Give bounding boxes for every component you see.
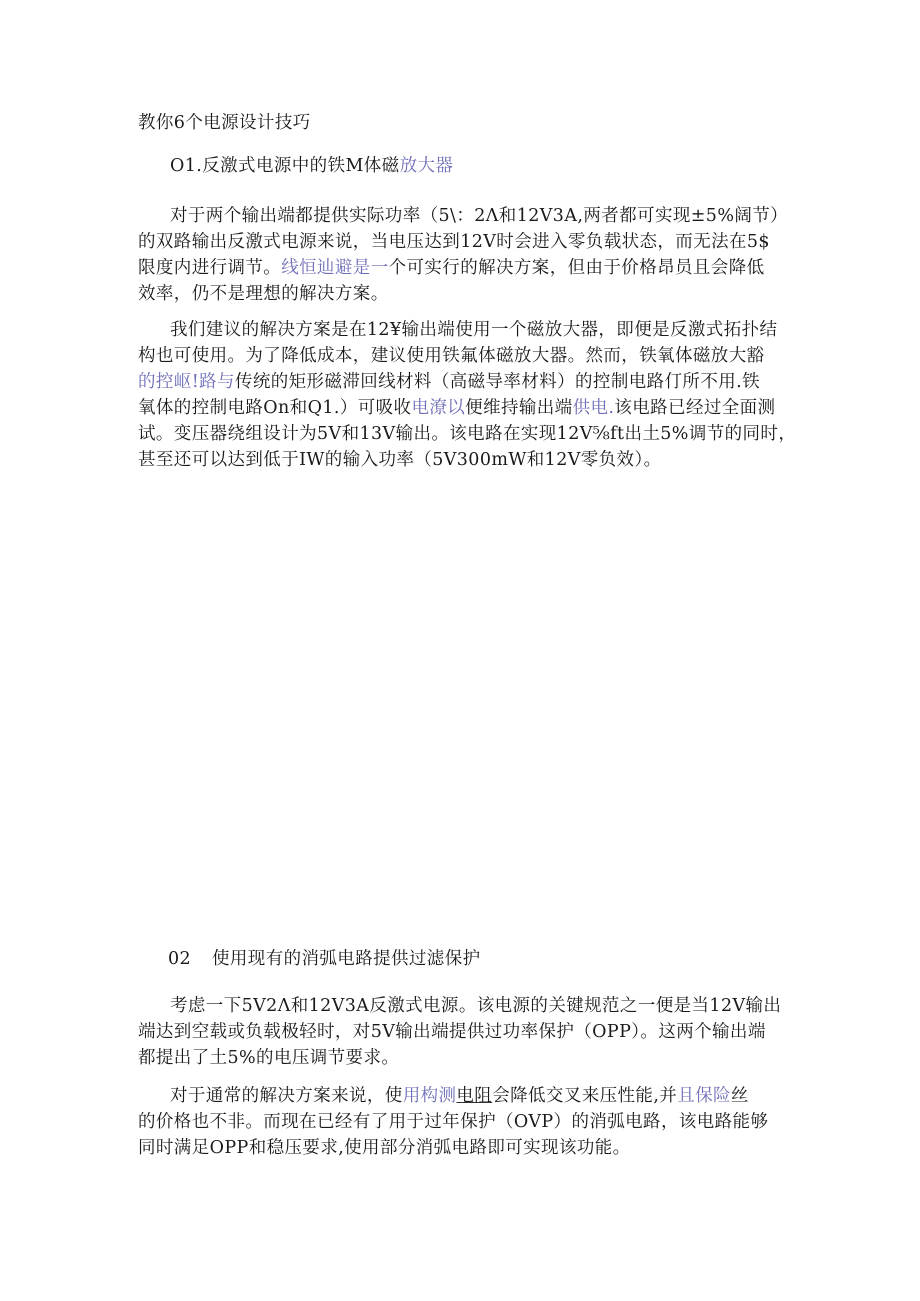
s1-p2-line-4 — [138, 395, 775, 421]
s1-p2-line-1: 我们建议的解决方案是在12¥输出端使用一个磁放大器，即便是反激式拓扑结 — [170, 320, 778, 340]
linear-regulator-link[interactable]: 线恒辿避是一 — [281, 258, 389, 278]
section-2-heading — [168, 946, 481, 972]
control-circuit-link[interactable]: 的控岖!路与 — [138, 372, 235, 392]
s2-p1-line-2: 端达到空载或负载极轻时，对5V输出端提供过功率保护（OPP）。这两个输出端 — [138, 1022, 766, 1042]
s1-p1-line-2: 的双路输出反激式电源来说，当电压达到12V时会进入零负载状态，而无法在5$ — [138, 232, 770, 252]
sense-link[interactable]: 用构测 — [402, 1086, 457, 1106]
s1-p2-line-3-rest: 传统的矩形磁滞回线材料（高磁导率材料）的控制电路仃所不用.铁 — [234, 372, 760, 392]
s1-p2-line-3 — [138, 369, 760, 395]
section-1-heading — [170, 153, 453, 179]
s1-p1-line-4: 效率，仍不是理想的解决方案。 — [138, 284, 389, 304]
s2-p2-line-3: 同时满足OPP和稳压要求,使用部分消弧电路即可实现该功能。 — [138, 1138, 631, 1158]
s2-p2-line-2: 的价格也不非。而现在已经有了用于过年保护（OVP）的消弧电路，该电路能够 — [138, 1112, 769, 1132]
s1-p2-line-4-text: 氧体的控制电路On和Q1.）可吸收 — [138, 398, 412, 418]
s1-p1-line-3 — [138, 255, 765, 281]
s2-p2-line-1-rest: 丝 — [730, 1086, 749, 1106]
fuse-link[interactable]: 且保险 — [677, 1086, 731, 1106]
s2-p1-line-1: 考虑一下5V2Λ和12V3A反激式电源。该电源的关键规范之一便是当12V输出 — [170, 996, 782, 1016]
s1-p2-line-4-mid: 便维持输出端 — [465, 398, 573, 418]
section-2-number: 02 — [168, 949, 192, 969]
power-supply-link[interactable]: 供电. — [572, 398, 615, 418]
s1-p2-line-6: 甚至还可以达到低于IW的输入功率（5V300mW和12V零负效）。 — [138, 450, 662, 470]
magnetic-amplifier-link[interactable]: 放大器 — [399, 156, 454, 176]
s1-p1-line-3-rest: 个可实行的解决方案，但由于价格昂员且会降低 — [388, 258, 765, 278]
resistor-link[interactable]: 电阻 — [456, 1086, 493, 1106]
s2-p2-line-1 — [170, 1083, 749, 1109]
s2-p2-line-1-text: 对于通常的解决方案来说，使 — [170, 1086, 403, 1106]
section-1-heading-text: O1.反激式电源中的铁M体磁 — [170, 156, 400, 176]
s1-p1-line-1: 对于两个输出端都提供实际功率（5\：2Λ和12V3A,两者都可实现±5%阔节） — [170, 206, 789, 226]
section-2-heading-text: 使用现有的消弧电路提供过滤保护 — [212, 949, 481, 969]
s1-p2-line-5: 试。变压器绕组设计为5V和13V输出。该电路在实现12V⅝ft出土5%调节的同时， — [138, 424, 797, 444]
s2-p2-line-1-mid: 会降低交叉来压性能,并 — [492, 1086, 678, 1106]
s1-p1-line-3-text: 限度内进行调节。 — [138, 258, 282, 278]
s1-p2-line-2: 构也可使用。为了降低成本，建议使用铁氟体磁放大器。然而，铁氧体磁放大豁 — [138, 346, 765, 366]
s2-p1-line-3: 都提出了土5%的电压调节要求。 — [138, 1048, 400, 1068]
page-title: 教你6个电源设计技巧 — [138, 113, 311, 133]
current-link[interactable]: 电潦以 — [411, 398, 466, 418]
s1-p2-line-4-rest: 该电路已经过全面测 — [614, 398, 776, 418]
